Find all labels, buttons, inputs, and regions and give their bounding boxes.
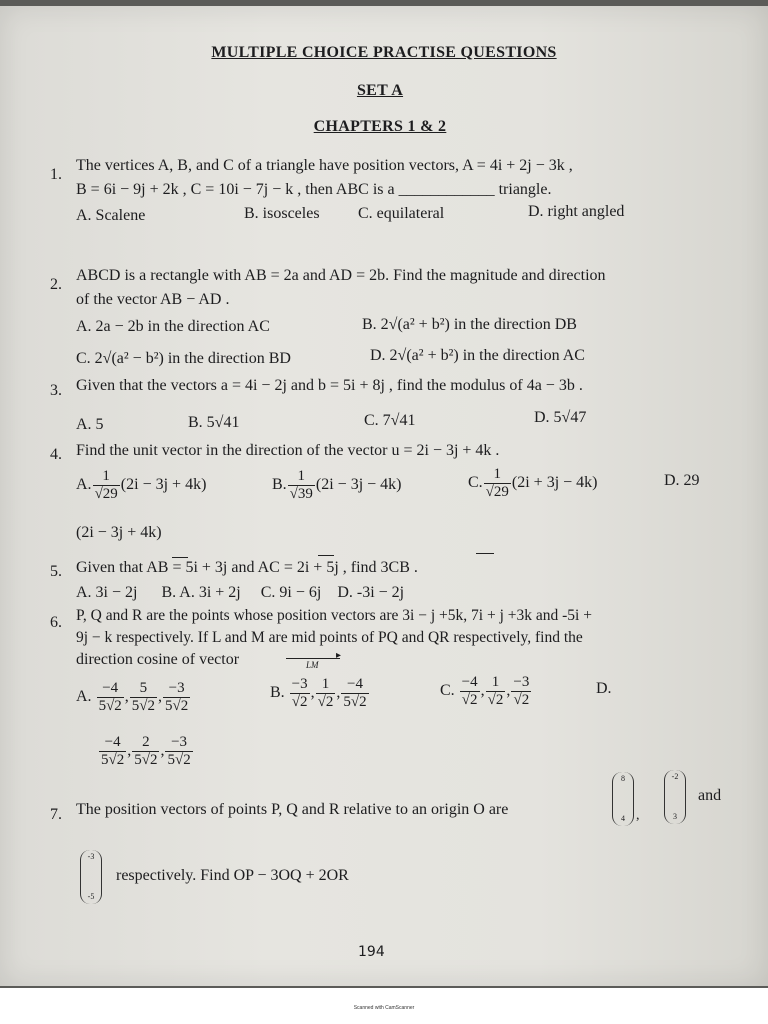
question-1-option-a: A. Scalene (76, 207, 146, 224)
numerator: 1 (486, 674, 506, 692)
option-label: B. (272, 476, 287, 494)
question-3-option-c: C. 7√41 (364, 412, 416, 429)
comma: , (636, 808, 640, 823)
question-3-option-d: D. 5√47 (534, 409, 587, 426)
question-6-option-d: D. (596, 680, 612, 697)
denominator: 5√2 (165, 698, 189, 714)
question-3-option-a: A. 5 (76, 416, 104, 433)
numerator: 1 (288, 468, 315, 486)
numerator: −4 (341, 676, 368, 694)
fraction (316, 676, 336, 711)
denominator: 5√2 (98, 698, 122, 714)
numerator: 5 (130, 680, 157, 698)
question-2-option-c: C. 2√(a² − b²) in the direction BD (76, 350, 291, 367)
denominator: √29 (94, 486, 118, 502)
question-number: 6. (50, 614, 62, 631)
question-6-line-2: 9j − k respectively. If L and M are mid points of PQ and QR respectively, find the (76, 629, 583, 646)
expression: (2i − 3j + 4k) (120, 476, 207, 494)
numerator: 1 (93, 468, 120, 486)
column-vector-q (664, 770, 686, 824)
vector-component: 3 (673, 812, 677, 821)
fraction (132, 734, 159, 769)
question-3-line-1: Given that the vectors a = 4i − 2j and b = 5i + 8j , find the modulus of 4a − 3b . (76, 377, 583, 394)
question-6-option-a: A. $\frac{-4}{5√2}$ , $\frac{5}{5√2}$ , $\frac{-3}{5√2}$ (76, 680, 189, 714)
option-label: A. (76, 688, 92, 706)
question-2-option-d: D. 2√(a² + b²) in the direction AC (370, 347, 585, 364)
question-6-line-1: P, Q and R are the points whose position vectors are 3i − j +5k, 7i + j +3k and -5i + (76, 607, 592, 624)
question-6-option-d-value: $\frac{-4}{5√2}$ , $\frac{2}{5√2}$ , $\frac{-3}{5√2}$ (101, 734, 191, 768)
numerator: −4 (97, 680, 124, 698)
fraction (511, 674, 531, 709)
vector-component: -2 (671, 772, 679, 781)
question-4-option-a (76, 468, 206, 503)
vector-component: -3 (87, 852, 95, 861)
denominator: √2 (513, 692, 530, 708)
fraction (163, 680, 190, 715)
denominator: 5√2 (131, 698, 156, 714)
option-label: C. (440, 682, 455, 700)
numerator: 2 (132, 734, 159, 752)
question-number: 2. (50, 276, 62, 293)
denominator: 5√2 (343, 694, 367, 710)
fraction (165, 734, 192, 769)
fraction (288, 468, 315, 503)
question-2-line-2: of the vector AB − AD . (76, 291, 230, 308)
option-label: A. (76, 476, 92, 494)
denominator: √2 (291, 694, 308, 710)
question-5-line-1: Given that AB = 5i + 3j and AC = 2i + 5j , find 3CB . (76, 559, 418, 576)
numerator: −4 (461, 674, 478, 690)
question-6-option-b: B. $\frac{-3}{√2}$ , $\frac{1}{√2}$ , $\frac{-4}{5√2}$ (270, 676, 367, 710)
question-4-option-c (468, 466, 598, 501)
vector-component: -5 (87, 892, 95, 901)
numerator: −4 (99, 734, 126, 752)
denominator: 5√2 (134, 752, 158, 768)
column-vector-r (80, 850, 102, 904)
question-number: 1. (50, 166, 62, 183)
question-1-option-c: C. equilateral (358, 205, 445, 222)
fraction (290, 676, 310, 711)
fraction (130, 680, 157, 715)
numerator: −3 (291, 676, 308, 692)
question-1-option-b: B. isosceles (244, 205, 320, 222)
question-7-line-1: The position vectors of points P, Q and R relative to an origin O are (76, 801, 509, 818)
denominator: 5√2 (101, 752, 125, 768)
page-title: MULTIPLE CHOICE PRACTISE QUESTIONS (211, 44, 557, 61)
question-7-line-2: respectively. Find OP − 3OQ + 2OR (116, 867, 349, 884)
numerator: −3 (165, 734, 192, 752)
question-1-option-d: D. right angled (528, 203, 625, 220)
fraction (460, 674, 480, 709)
question-number: 7. (50, 806, 62, 823)
question-3-option-b: B. 5√41 (188, 414, 240, 431)
numerator: 1 (484, 466, 511, 484)
denominator: √39 (289, 486, 313, 502)
question-4-option-b (272, 468, 402, 503)
expression: (2i − 3j − 4k) (315, 476, 402, 494)
question-number: 4. (50, 446, 62, 463)
question-1-line-1: The vertices A, B, and C of a triangle have position vectors, A = 4i + 2j − 3k , (76, 157, 573, 174)
question-4-extra-expression: (2i − 3j + 4k) (76, 524, 162, 541)
denominator: √2 (461, 692, 478, 708)
question-5-options: A. 3i − 2j B. A. 3i + 2j C. 9i − 6j D. -3i − 2j (76, 584, 405, 601)
denominator: √29 (485, 484, 509, 500)
question-4-option-d: D. 29 (664, 472, 700, 489)
expression: (2i + 3j − 4k) (511, 474, 598, 492)
question-2-option-b: B. 2√(a² + b²) in the direction DB (362, 316, 577, 333)
fraction (341, 676, 368, 711)
question-number: 3. (50, 382, 62, 399)
vector-arrow (172, 557, 188, 558)
fraction (97, 680, 124, 715)
scanner-watermark: Scanned with CamScanner (353, 1005, 415, 1011)
vector-arrow (286, 658, 340, 659)
option-label: C. (468, 474, 483, 492)
fraction (93, 468, 120, 503)
question-number: 5. (50, 563, 62, 580)
fraction (486, 674, 506, 709)
numerator: 1 (316, 676, 336, 694)
denominator: √2 (317, 694, 334, 710)
question-7-and: and (698, 787, 722, 804)
page-number: 194 (358, 944, 385, 960)
vector-lm-label: LM (306, 660, 319, 670)
vector-arrow (476, 553, 494, 554)
numerator: −3 (163, 680, 190, 698)
set-heading: SET A (356, 82, 404, 99)
option-label: B. (270, 684, 285, 702)
vector-component: 4 (621, 814, 625, 823)
numerator: −3 (513, 674, 530, 690)
fraction (484, 466, 511, 501)
vector-arrow (318, 555, 334, 556)
question-6-option-c: C. $\frac{-4}{√2}$ , $\frac{1}{√2}$ , $\frac{-3}{√2}$ (440, 674, 530, 708)
column-vector-p (612, 772, 634, 826)
arrow-head-icon: ▸ (336, 650, 342, 661)
vector-component: 8 (621, 774, 625, 783)
chapters-heading: CHAPTERS 1 & 2 (313, 118, 447, 135)
question-1-line-2: B = 6i − 9j + 2k , C = 10i − 7j − k , then ABC is a ____________ triangle. (76, 181, 552, 198)
question-4-line-1: Find the unit vector in the direction of the vector u = 2i − 3j + 4k . (76, 442, 500, 459)
question-6-line-3: direction cosine of vector (76, 651, 240, 668)
question-2-option-a: A. 2a − 2b in the direction AC (76, 318, 270, 335)
question-2-line-1: ABCD is a rectangle with AB = 2a and AD = 2b. Find the magnitude and direction (76, 267, 606, 284)
fraction (99, 734, 126, 769)
denominator: √2 (487, 692, 504, 708)
denominator: 5√2 (167, 752, 191, 768)
